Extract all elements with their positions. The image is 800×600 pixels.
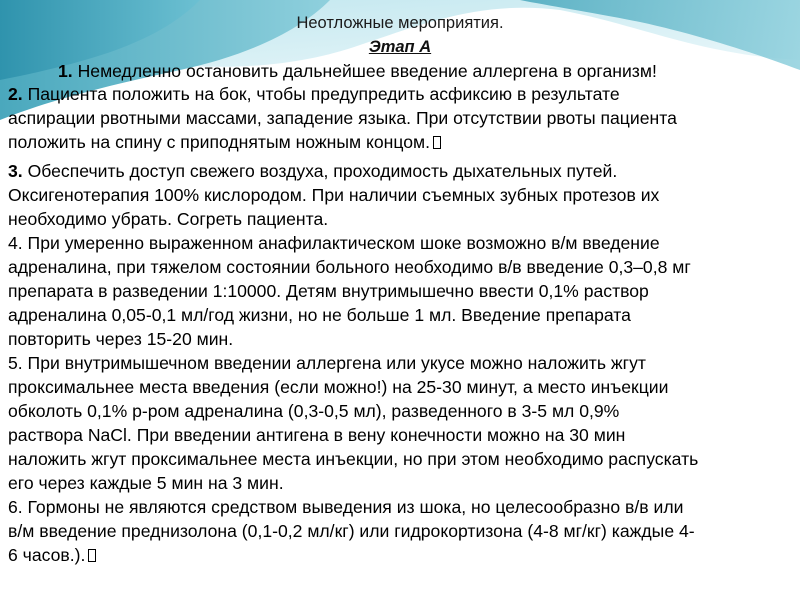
line-text: 4. При умеренно выраженном анафилактическом шоке возможно в/м введение [8,233,660,253]
paragraph-line-2 [8,83,620,105]
paragraph-line-4 [8,131,441,153]
paragraph-line-1 [58,60,657,82]
item-number: 1. [58,61,73,81]
paragraph-line-18 [8,472,284,494]
line-text: наложить жгут проксимальнее места инъекции, но при этом необходимо распускать [8,449,699,469]
line-text: положить на спину с приподнятым ножным концом. [8,132,431,152]
paragraph-line-17 [8,448,698,470]
line-text: 6. Гормоны не являются средством выведения из шока, но целесообразно в/в или [8,497,684,517]
paragraph-line-5 [8,160,617,182]
line-text: раствора NaCl. При введении антигена в вену конечности можно на 30 мин [8,425,626,445]
line-text: проксимальнее места введения (если можно!) на 25-30 минут, а место инъекции [8,377,669,397]
paragraph-line-11 [8,304,631,326]
line-text: повторить через 15-20 мин. [8,329,234,349]
box-glyph-icon [88,549,96,562]
line-text: адреналина, при тяжелом состоянии больного необходимо в/в введение 0,3–0,8 мг [8,257,691,277]
paragraph-line-15 [8,400,619,422]
paragraph-line-3 [8,107,677,129]
line-text: Оксигенотерапия 100% кислородом. При наличии съемных зубных протезов их [8,185,660,205]
line-text: препарата в разведении 1:10000. Детям внутримышечно ввести 0,1% раствор [8,281,649,301]
item-number: 3. [8,161,23,181]
paragraph-line-16 [8,424,625,446]
paragraph-line-20 [8,520,695,542]
line-text: 5. При внутримышечном введении аллергена или укусе можно наложить жгут [8,353,646,373]
item-number: 2. [8,84,23,104]
paragraph-line-13 [8,352,646,374]
line-text: 6 часов.). [8,545,86,565]
paragraph-line-12 [8,328,233,350]
paragraph-line-8 [8,232,660,254]
slide-subtitle: Этап А [368,38,432,56]
paragraph-line-21 [8,544,96,566]
paragraph-line-6 [8,184,659,206]
line-text: адреналина 0,05-0,1 мл/год жизни, но не больше 1 мл. Введение препарата [8,305,631,325]
paragraph-line-19 [8,496,683,518]
box-glyph-icon [433,136,441,149]
paragraph-line-14 [8,376,668,398]
line-text: Немедленно остановить дальнейшее введение аллергена в организм! [72,61,657,81]
line-text: необходимо убрать. Согреть пациента. [8,209,329,229]
paragraph-line-7 [8,208,328,230]
line-text: его через каждые 5 мин на 3 мин. [8,473,284,493]
line-text: аспирации рвотными массами, западение языка. При отсутствии рвоты пациента [8,108,677,128]
line-text: в/м введение преднизолона (0,1-0,2 мл/кг) или гидрокортизона (4-8 мг/кг) каждые 4- [8,521,695,541]
line-text: обколоть 0,1% р-ром адреналина (0,3-0,5 мл), разведенного в 3-5 мл 0,9% [8,401,620,421]
slide-title: Неотложные мероприятия. [296,14,504,32]
paragraph-line-9 [8,256,691,278]
line-text: Обеспечить доступ свежего воздуха, проходимость дыхательных путей. [22,161,618,181]
line-text: Пациента положить на бок, чтобы предупредить асфиксию в результате [22,84,620,104]
paragraph-line-10 [8,280,649,302]
